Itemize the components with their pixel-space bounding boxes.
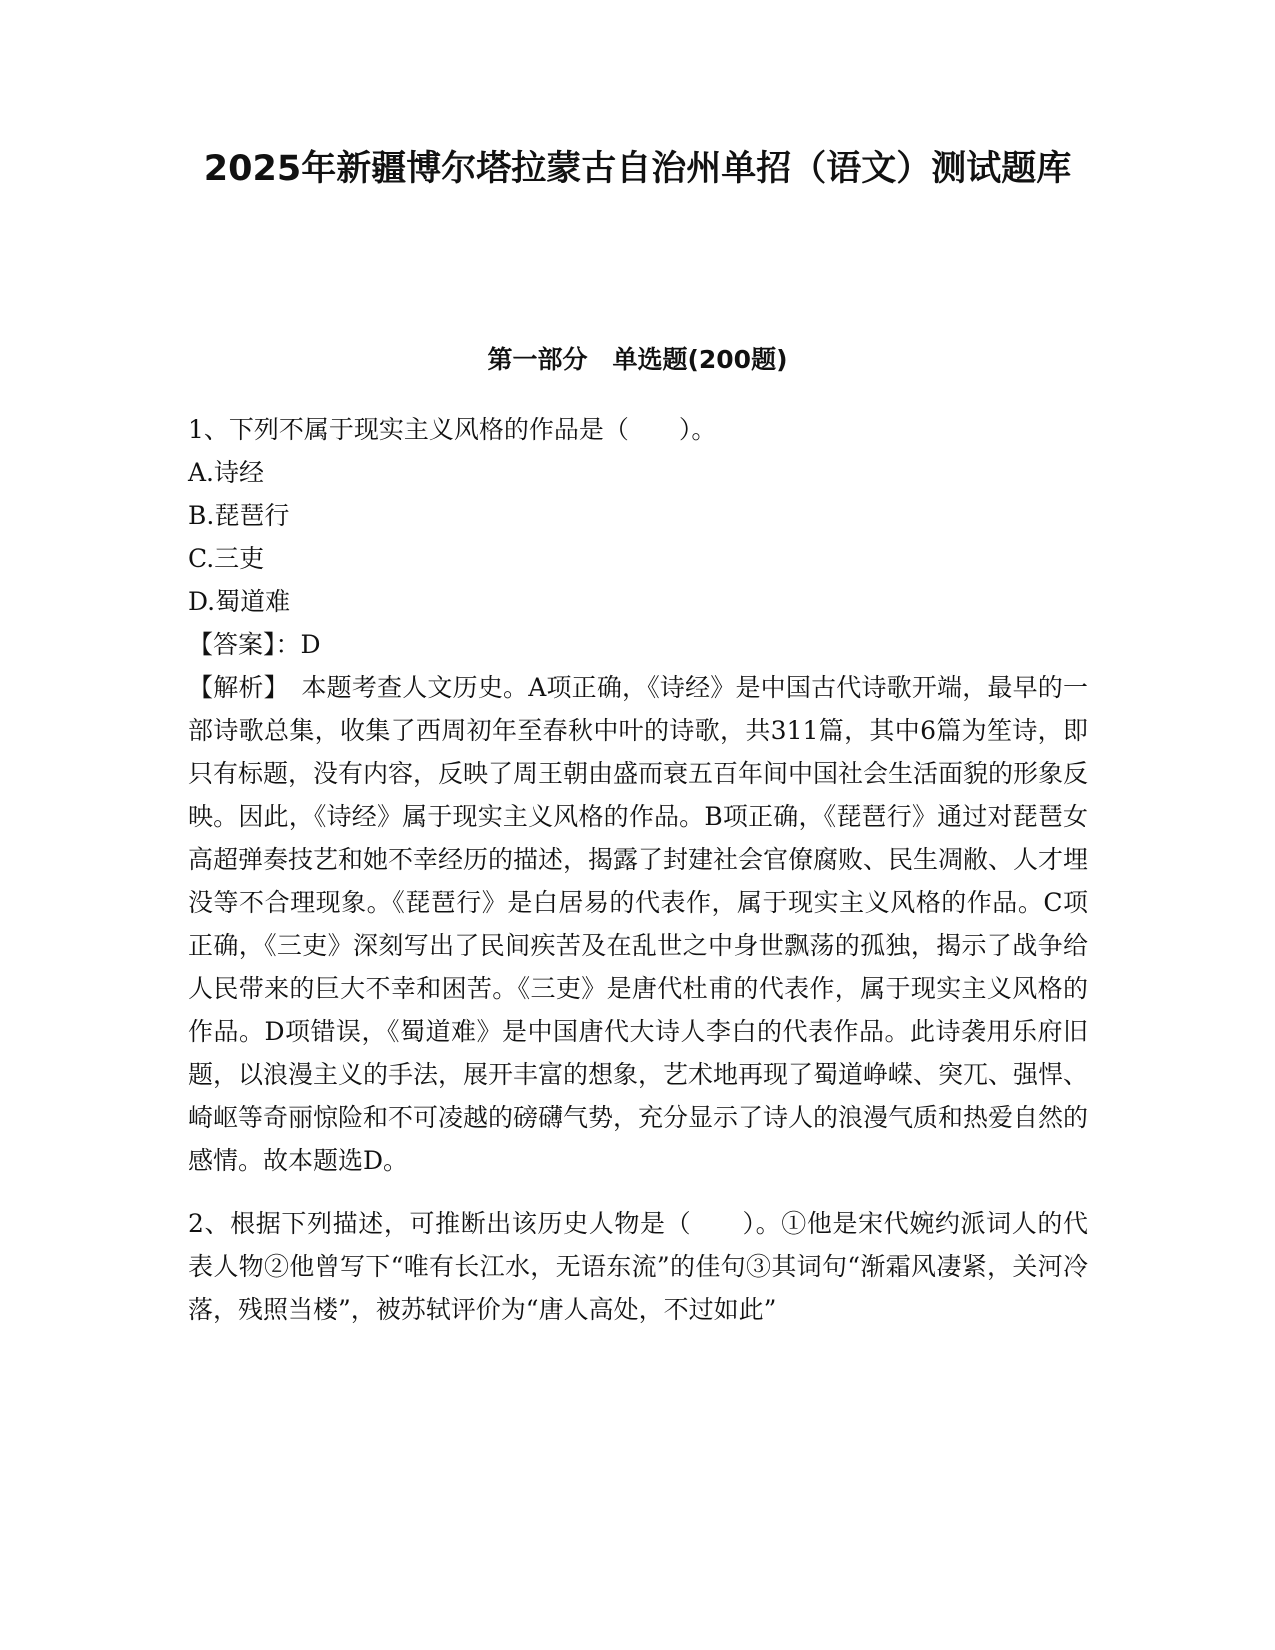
question-list	[188, 408, 1088, 1331]
document-title: 2025年新疆博尔塔拉蒙古自治州单招（语文）测试题库	[203, 149, 1072, 189]
section-title: 第一部分 单选题(200题)	[487, 345, 788, 374]
question-stem: 2、根据下列描述，可推断出该历史人物是（ ）。①他是宋代婉约派词人的代表人物②他曾写下“唯有长江水，无语东流”的佳句③其词句“渐霜风凄紧，关河冷落，残照当楼”，被苏轼评价为“唐人高处，不过如此”	[188, 1209, 1088, 1324]
answer-line: 【答案】：D	[188, 630, 321, 659]
explanation-text: 【解析】 本题考查人文历史。A项正确，《诗经》是中国古代诗歌开端，最早的一部诗歌总集，收集了西周初年至春秋中叶的诗歌，共311篇，其中6篇为笙诗，即只有标题，没有内容，反映了周王朝由盛而衰五百年间中国社会生活面貌的形象反映。因此，《诗经》属于现实主义风格的作品。B项正确，《琵琶行》通过对琵琶女高超弹奏技艺和她不幸经历的描述，揭露了封建社会官僚腐败、民生凋敝、人才埋没等不合理现象。《琵琶行》是白居易的代表作，属于现实主义风格的作品。C项正确，《三吏》深刻写出了民间疾苦及在乱世之中身世飘荡的孤独，揭示了战争给人民带来的巨大不幸和困苦。《三吏》是唐代杜甫的代表作，属于现实主义风格的作品。D项错误，《蜀道难》是中国唐代大诗人李白的代表作品。此诗袭用乐府旧题，以浪漫主义的手法，展开丰富的想象，艺术地再现了蜀道峥嵘、突兀、强悍、崎岖等奇丽惊险和不可凌越的磅礴气势，充分显示了诗人的浪漫气质和热爱自然的感情。故本题选D。	[188, 673, 1089, 1175]
question-stem: 1、下列不属于现实主义风格的作品是（ ）。	[188, 415, 717, 444]
option-b: B.琵琶行	[188, 501, 290, 530]
option-a: A.诗经	[188, 458, 265, 487]
question-2	[188, 1202, 1088, 1331]
option-c: C.三吏	[188, 544, 265, 573]
option-d: D.蜀道难	[188, 587, 291, 616]
question-1	[188, 408, 1088, 1182]
